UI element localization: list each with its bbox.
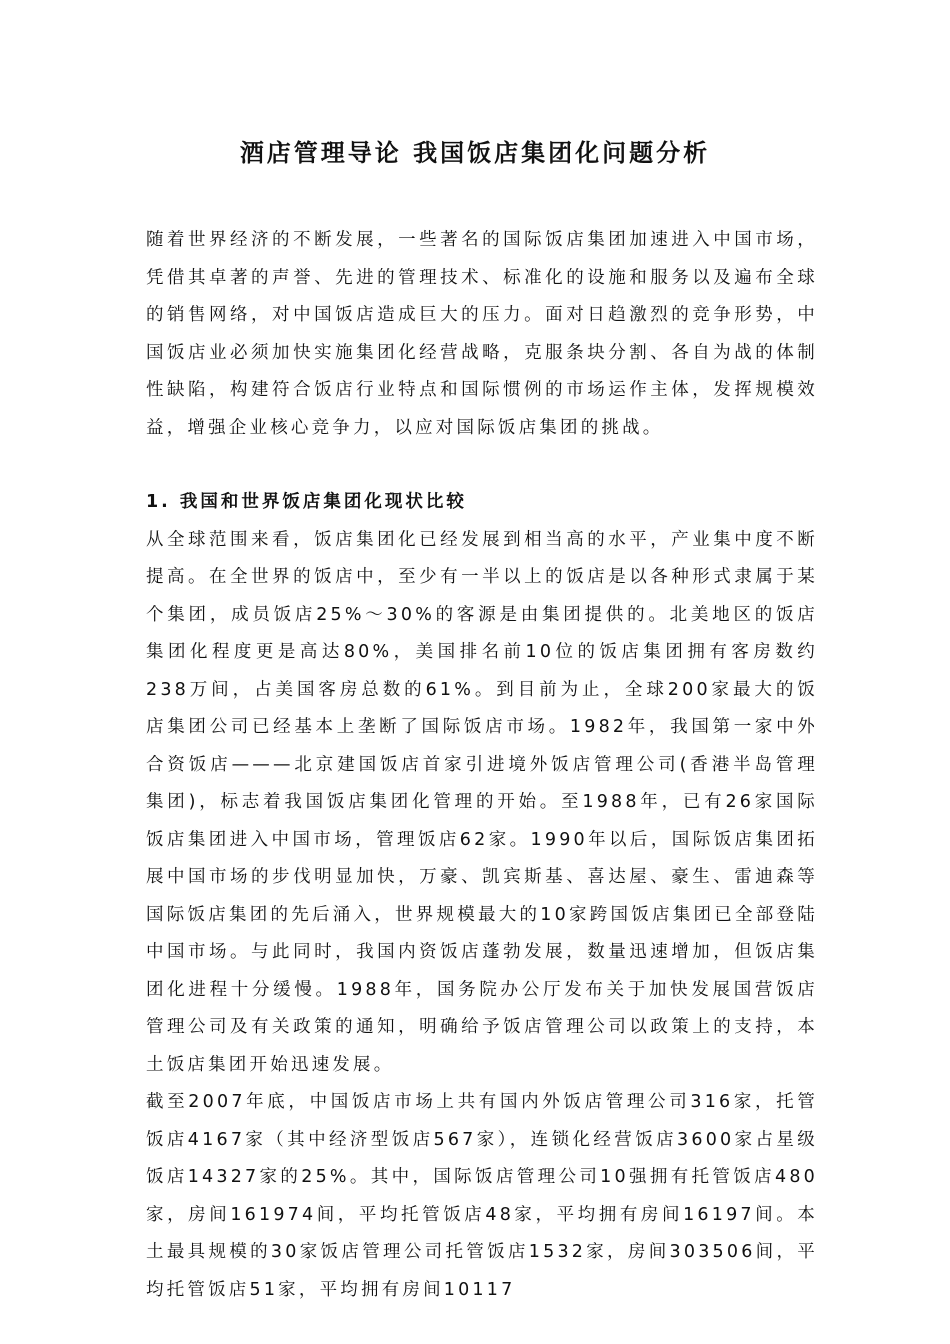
section-1-heading: 1. 我国和世界饭店集团化现状比较 (146, 492, 467, 512)
intro-paragraph: 随着世界经济的不断发展，一些著名的国际饭店集团加速进入中国市场，凭借其卓著的声誉、先进的管理技术、标准化的设施和服务以及遍布全球的销售网络，对中国饭店造成巨大的压力。面对日趋激烈的竞争形势，中国饭店业必须加快实施集团化经营战略，克服条块分割、各自为战的体制性缺陷，构建符合饭店行业特点和国际惯例的市场运作主体，发挥规模效益，增强企业核心竞争力，以应对国际饭店集团的挑战。 (146, 230, 818, 438)
section-1 (146, 484, 818, 1309)
document-title: 酒店管理导论 我国饭店集团化问题分析 (239, 139, 711, 167)
section-1-paragraph-1: 从全球范围来看，饭店集团化已经发展到相当高的水平，产业集中度不断提高。在全世界的饭店中，至少有一半以上的饭店是以各种形式隶属于某个集团，成员饭店25%～30%的客源是由集团提供的。北美地区的饭店集团化程度更是高达80%，美国排名前10位的饭店集团拥有客房数约238万间，占美国客房总数的61%。到目前为止，全球200家最大的饭店集团公司已经基本上垄断了国际饭店市场。1982年，我国第一家中外合资饭店———北京建国饭店首家引进境外饭店管理公司(香港半岛管理集团)，标志着我国饭店集团化管理的开始。至1988年，已有26家国际饭店集团进入中国市场，管理饭店62家。1990年以后，国际饭店集团拓展中国市场的步伐明显加快，万豪、凯宾斯基、喜达屋、豪生、雷迪森等国际饭店集团的先后涌入，世界规模最大的10家跨国饭店集团已全部登陆中国市场。与此同时，我国内资饭店蓬勃发展，数量迅速增加，但饭店集团化进程十分缓慢。1988年，国务院办公厅发布关于加快发展国营饭店管理公司及有关政策的通知，明确给予饭店管理公司以政策上的支持，本土饭店集团开始迅速发展。 (146, 529, 818, 1075)
section-1-paragraph-2: 截至2007年底，中国饭店市场上共有国内外饭店管理公司316家，托管饭店4167家（其中经济型饭店567家），连锁化经营饭店3600家占星级饭店14327家的25%。其中，国际饭店管理公司10强拥有托管饭店480家，房间161974间，平均托管饭店48家，平均拥有房间16197间。本土最具规模的30家饭店管理公司托管饭店1532家，房间303506间，平均托管饭店51家，平均拥有房间10117 (146, 1092, 818, 1300)
